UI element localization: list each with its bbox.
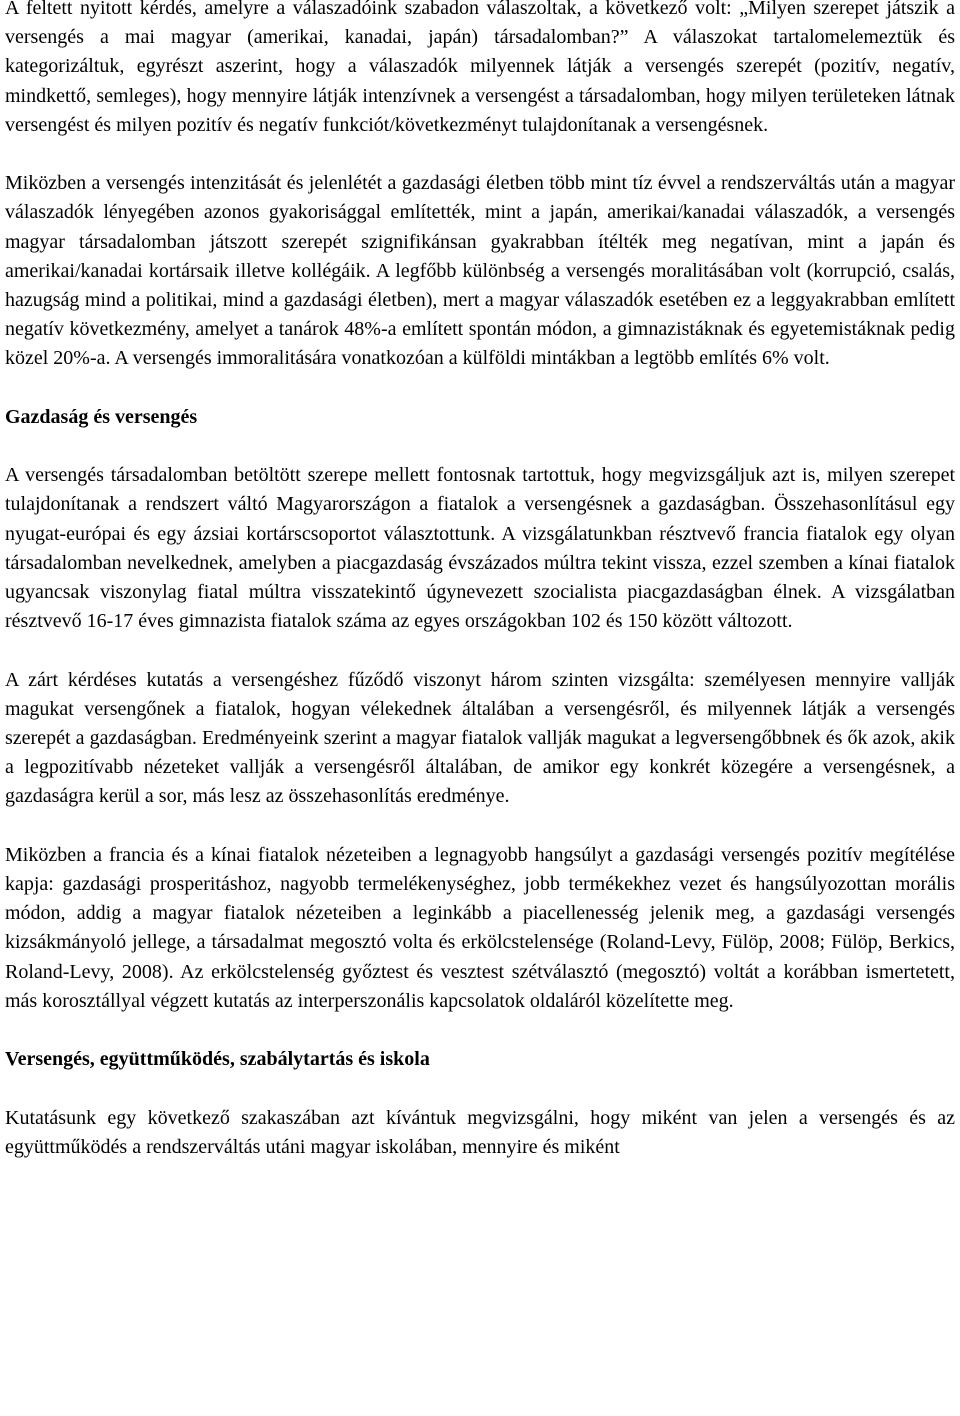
paragraph-competition-intensity: Miközben a versengés intenzitását és jelenlétét a gazdasági életben több mint tíz évvel a rendszerváltás után a magyar válaszadók lényegében azonos gyakorisággal említették, mint a japán, amerikai/kanadai válaszadók, a versengés magyar társadalomban játszott szerepét szignifikánsan gyakrabban ítélték meg negatívan, mint a japán és amerikai/kanadai kortársaik illetve kollégáik. A legfőbb különbség a versengés moralitásában volt (korrupció, csalás, hazugság mind a politikai, mind a gazdasági életben), mert a magyar válaszadók esetében ez a leggyakrabban említett negatív következmény, amelyet a tanárok 48%-a említett spontán módon, a gimnazistáknak és egyetemistáknak pedig közel 20%-a. A versengés immoralitására vonatkozóan a külföldi mintákban a legtöbb említés 6% volt. [5,172,955,370]
section-heading-school: Versengés, együttműködés, szabálytartás és iskola [5,1048,430,1071]
paragraph-french-chinese-views: Miközben a francia és a kínai fiatalok nézeteiben a legnagyobb hangsúlyt a gazdasági versengés pozitív megítélése kapja: gazdasági prosperitáshoz, nagyobb termelékenységhez, jobb termékekhez vezet és hangsúlyozottan morális módon, addig a magyar fiatalok nézeteiben a leginkább a piacellenesség jelenik meg, a gazdasági versengés kizsákmányoló jellege, a társadalmat megosztó volta és erkölcstelensége (Roland-Levy, Fülöp, 2008; Fülöp, Berkics, Roland-Levy, 2008). Az erkölcstelenség győztest és vesztest szétválasztó (megosztó) voltát a korábban ismertetett, más korosztállyal végzett kutatás az interperszonális kapcsolatok oldaláról közelítette meg. [5,843,955,1012]
paragraph-gap [5,140,955,169]
paragraph-economy-role: A versengés társadalomban betöltött szerepe mellett fontosnak tartottuk, hogy megvizsgáljuk azt is, milyen szerepet tulajdonítanak a rendszert váltó Magyarországon a fiatalok a versengésnek a gazdaságban. Összehasonlításul egy nyugat-európai és egy ázsiai kortárscsoportot választottunk. A vizsgálatunkban résztvevő francia fiatalok egy olyan társadalomban nevelkednek, amelyben a piacgazdaság évszázados múltra tekint vissza, ezzel szemben a kínai fiatalok ugyancsak viszonylag fiatal múltra visszatekintő úgynevezett szocialista piacgazdaságban élnek. A vizsgálatban résztvevő 16-17 éves gimnazista fiatalok száma az egyes országokban 102 és 150 között változott. [5,464,955,633]
paragraph-closed-question-study: A zárt kérdéses kutatás a versengéshez fűződő viszonyt három szinten vizsgálta: személyesen mennyire vallják magukat versengőnek a fiatalok, hogyan vélekednek általában a versengésről, és milyennek látják a versengés szerepét a gazdaságban. Eredményeink szerint a magyar fiatalok vallják magukat a legversengőbbnek és ők azok, akik a legpozitívabb nézeteket vallják a versengésről általában, de amikor egy konkrét közegére a versengésnek, a gazdaságra kerül a sor, más lesz az összehasonlítás eredménye. [5,668,955,808]
document-page [5,0,955,1162]
paragraph-gap [5,1016,955,1045]
paragraph-school-research: Kutatásunk egy következő szakaszában azt kívántuk megvizsgálni, hogy miként van jelen a versengés és az együttműködés a rendszerváltás utáni magyar iskolában, mennyire és miként [5,1106,955,1158]
paragraph-open-question: A feltett nyitott kérdés, amelyre a válaszadóink szabadon válaszoltak, a következő volt: „Milyen szerepet játszik a versengés a mai magyar (amerikai, kanadai, japán) társadalomban?” A válaszokat tartalomelemeztük és kategorizáltuk, egyrészt aszerint, hogy a válaszadók milyennek látják a versengés szerepét (pozitív, negatív, mindkettő, semleges), hogy mennyire látják intenzívnek a versengést a társadalomban, hogy milyen területeken látnak versengést és milyen pozitív és negatív funkciót/következményt tulajdonítanak a versengésnek. [5,0,955,136]
paragraph-gap [5,432,955,461]
paragraph-gap [5,812,955,841]
paragraph-gap [5,636,955,665]
section-heading-economy: Gazdaság és versengés [5,405,198,428]
paragraph-gap [5,374,955,403]
paragraph-gap [5,1074,955,1103]
